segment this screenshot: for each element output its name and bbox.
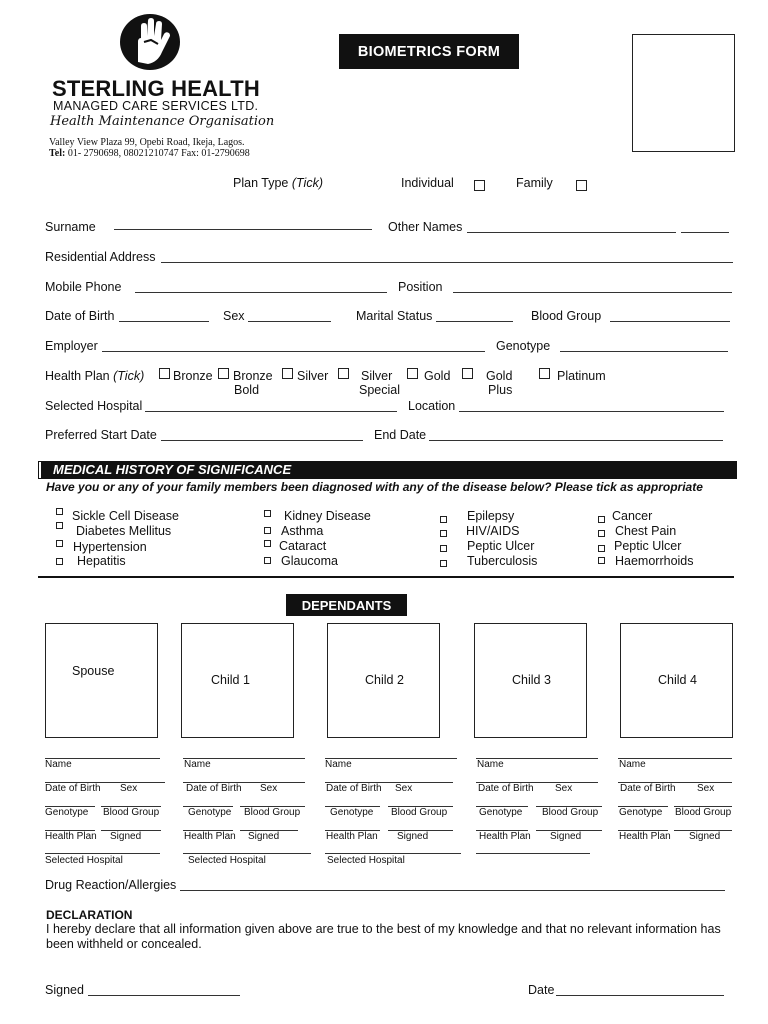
company-subtitle: MANAGED CARE SERVICES LTD.: [53, 99, 259, 113]
plan-family-checkbox[interactable]: [576, 180, 587, 191]
child-2-dob-label: Date of Birth: [326, 783, 382, 794]
tel-label: Tel:: [49, 148, 66, 159]
plan-gold-checkbox[interactable]: [407, 368, 418, 379]
plan-silver-label: Silver: [297, 369, 329, 383]
child-4-name-label: Name: [619, 759, 646, 770]
child-1-box-label: Child 1: [211, 673, 250, 687]
medical-history-title: MEDICAL HISTORY OF SIGNIFICANCE: [53, 462, 292, 477]
child-3-sex-label: Sex: [555, 783, 573, 794]
child-2-selected-hospital-label: Selected Hospital: [327, 855, 405, 866]
child-3-health-plan-label: Health Plan: [479, 831, 531, 842]
child-1-selected-hospital-label: Selected Hospital: [188, 855, 266, 866]
residential-address-label: Residential Address: [45, 250, 156, 264]
diabetes-checkbox[interactable]: [56, 522, 63, 529]
residential-address-field[interactable]: [161, 262, 733, 263]
peptic-ulcer-2-checkbox[interactable]: [598, 545, 605, 552]
child-1-sex-label: Sex: [260, 783, 278, 794]
sex-label: Sex: [223, 309, 245, 323]
passport-photo-box: [632, 34, 735, 152]
section-divider: [38, 576, 734, 578]
drug-reaction-label: Drug Reaction/Allergies: [45, 878, 177, 892]
plan-silver-checkbox[interactable]: [282, 368, 293, 379]
child-4-signed-label: Signed: [689, 831, 721, 842]
end-date-field[interactable]: [429, 440, 723, 441]
child-1-genotype-label: Genotype: [188, 807, 232, 818]
spouse-hospital-line[interactable]: [45, 853, 160, 854]
plan-individual-checkbox[interactable]: [474, 180, 485, 191]
plan-gold-plus-checkbox[interactable]: [462, 368, 473, 379]
blood-group-label: Blood Group: [531, 309, 602, 323]
spouse-box-label: Spouse: [72, 664, 115, 678]
end-date-label: End Date: [374, 428, 427, 442]
plan-bronze-label: Bronze: [173, 369, 213, 383]
child-3-blood-group-label: Blood Group: [542, 807, 599, 818]
mobile-phone-field[interactable]: [135, 292, 387, 293]
spouse-health-plan-label: Health Plan: [45, 831, 97, 842]
blood-group-field[interactable]: [610, 321, 730, 322]
sex-field[interactable]: [248, 321, 331, 322]
spouse-photo-box[interactable]: [45, 623, 158, 738]
haemorrhoids-checkbox[interactable]: [598, 557, 605, 564]
genotype-label: Genotype: [496, 339, 551, 353]
company-tagline: Health Maintenance Organisation: [50, 114, 275, 129]
asthma-checkbox[interactable]: [264, 527, 271, 534]
child-1-hospital-line[interactable]: [183, 853, 311, 854]
plan-gold-plus-label: Gold: [486, 369, 513, 383]
child-3-box-label: Child 3: [512, 673, 551, 687]
peptic-ulcer-checkbox[interactable]: [440, 545, 447, 552]
other-names-label: Other Names: [388, 220, 463, 234]
child-4-blood-group-label: Blood Group: [675, 807, 732, 818]
epilepsy-checkbox[interactable]: [440, 516, 447, 523]
kidney-disease-label: Kidney Disease: [284, 509, 371, 523]
plan-gold-plus-label-2: Plus: [488, 383, 513, 397]
cancer-label: Cancer: [612, 509, 653, 523]
peptic-ulcer-label: Peptic Ulcer: [467, 539, 535, 553]
section-marker: [39, 462, 41, 478]
declaration-date-label: Date: [528, 983, 555, 997]
marital-status-field[interactable]: [436, 321, 513, 322]
plan-platinum-checkbox[interactable]: [539, 368, 550, 379]
hiv-aids-checkbox[interactable]: [440, 530, 447, 537]
hepatitis-checkbox[interactable]: [56, 558, 63, 565]
child-1-signed-label: Signed: [248, 831, 280, 842]
child-2-box-label: Child 2: [365, 673, 404, 687]
health-plan-label: Health Plan (Tick): [45, 369, 145, 383]
child-4-sex-label: Sex: [697, 783, 715, 794]
sickle-cell-checkbox[interactable]: [56, 508, 63, 515]
plan-bronze-bold-label-2: Bold: [234, 383, 260, 397]
plan-gold-label: Gold: [424, 369, 451, 383]
child-2-genotype-label: Genotype: [330, 807, 374, 818]
plan-family-label: Family: [516, 176, 553, 190]
form-title: BIOMETRICS FORM: [339, 34, 519, 69]
plan-silver-special-label: Silver: [361, 369, 393, 383]
spouse-signed-label: Signed: [110, 831, 142, 842]
diabetes-label: Diabetes Mellitus: [76, 524, 172, 538]
marital-status-label: Marital Status: [356, 309, 433, 323]
employer-label: Employer: [45, 339, 98, 353]
plan-silver-special-checkbox[interactable]: [338, 368, 349, 379]
tuberculosis-checkbox[interactable]: [440, 560, 447, 567]
epilepsy-label: Epilepsy: [467, 509, 515, 523]
hypertension-checkbox[interactable]: [56, 540, 63, 547]
spouse-blood-group-label: Blood Group: [103, 807, 160, 818]
location-label: Location: [408, 399, 456, 413]
child-3-signed-label: Signed: [550, 831, 582, 842]
tel-numbers: 01- 2790698, 08021210747 Fax: 01-2790698: [67, 148, 250, 159]
declaration-text: I hereby declare that all information given above are true to the best of my knowledge and that no relevant information has been withheld or concealed.: [46, 922, 721, 951]
plan-type-label: Plan Type (Tick): [233, 176, 323, 190]
position-label: Position: [398, 280, 443, 294]
child-4-box-label: Child 4: [658, 673, 697, 687]
child-2-sex-label: Sex: [395, 783, 413, 794]
position-field[interactable]: [453, 292, 732, 293]
hiv-aids-label: HIV/AIDS: [466, 524, 520, 538]
hepatitis-label: Hepatitis: [77, 554, 126, 568]
other-names-field[interactable]: [467, 232, 676, 233]
preferred-start-date-field[interactable]: [161, 440, 363, 441]
genotype-field[interactable]: [560, 351, 728, 352]
child-3-hospital-line[interactable]: [476, 853, 590, 854]
kidney-disease-checkbox[interactable]: [264, 510, 271, 517]
spouse-name-label: Name: [45, 759, 72, 770]
location-field[interactable]: [459, 411, 724, 412]
surname-label: Surname: [45, 220, 96, 234]
child-1-dob-label: Date of Birth: [186, 783, 242, 794]
employer-field[interactable]: [102, 351, 485, 352]
child-4-dob-label: Date of Birth: [620, 783, 676, 794]
date-of-birth-field[interactable]: [119, 321, 209, 322]
declaration-title: DECLARATION: [46, 908, 133, 922]
plan-silver-special-label-2: Special: [359, 383, 400, 397]
declaration-signed-label: Signed: [45, 983, 84, 997]
company-telephone: [49, 148, 250, 159]
chest-pain-checkbox[interactable]: [598, 530, 605, 537]
child-2-signed-label: Signed: [397, 831, 429, 842]
surname-field[interactable]: [114, 229, 372, 230]
chest-pain-label: Chest Pain: [615, 524, 677, 538]
company-name: STERLING HEALTH: [52, 76, 260, 101]
hypertension-label: Hypertension: [73, 540, 147, 554]
plan-individual-label: Individual: [401, 176, 454, 190]
dependants-title: DEPENDANTS: [286, 594, 407, 616]
date-of-birth-label: Date of Birth: [45, 309, 115, 323]
tuberculosis-label: Tuberculosis: [467, 554, 538, 568]
spouse-genotype-label: Genotype: [45, 807, 89, 818]
declaration-date-field[interactable]: [556, 995, 724, 996]
company-address: Valley View Plaza 99, Opebi Road, Ikeja, Lagos.: [49, 137, 245, 148]
plan-bronze-bold-checkbox[interactable]: [218, 368, 229, 379]
child-2-hospital-line[interactable]: [325, 853, 461, 854]
spouse-selected-hospital-label: Selected Hospital: [45, 855, 123, 866]
cancer-checkbox[interactable]: [598, 516, 605, 523]
selected-hospital-field[interactable]: [145, 411, 397, 412]
child-1-health-plan-label: Health Plan: [184, 831, 236, 842]
spouse-sex-label: Sex: [120, 783, 138, 794]
preferred-start-date-label: Preferred Start Date: [45, 428, 157, 442]
glaucoma-checkbox[interactable]: [264, 557, 271, 564]
child-1-blood-group-label: Blood Group: [244, 807, 301, 818]
drug-reaction-field[interactable]: [180, 890, 725, 891]
plan-platinum-label: Platinum: [557, 369, 606, 383]
selected-hospital-label: Selected Hospital: [45, 399, 143, 413]
child-4-genotype-label: Genotype: [619, 807, 663, 818]
child-4-health-plan-label: Health Plan: [619, 831, 671, 842]
medical-history-question: Have you or any of your family members been diagnosed with any of the disease below? Please tick as appropriate: [46, 480, 703, 494]
health-plan-tick-note: (Tick): [113, 369, 145, 383]
spouse-dob-label: Date of Birth: [45, 783, 101, 794]
cataract-label: Cataract: [279, 539, 327, 553]
asthma-label: Asthma: [281, 524, 324, 538]
child-1-name-label: Name: [184, 759, 211, 770]
child-2-name-label: Name: [325, 759, 352, 770]
child-2-blood-group-label: Blood Group: [391, 807, 448, 818]
child-3-name-label: Name: [477, 759, 504, 770]
sickle-cell-label: Sickle Cell Disease: [72, 509, 179, 523]
declaration-signature-field[interactable]: [88, 995, 240, 996]
cataract-checkbox[interactable]: [264, 540, 271, 547]
plan-type-tick-note: (Tick): [291, 176, 323, 190]
company-logo: [118, 12, 182, 72]
child-2-health-plan-label: Health Plan: [326, 831, 378, 842]
child-3-dob-label: Date of Birth: [478, 783, 534, 794]
plan-bronze-bold-label: Bronze: [233, 369, 273, 383]
haemorrhoids-label: Haemorrhoids: [615, 554, 694, 568]
peptic-ulcer-2-label: Peptic Ulcer: [614, 539, 682, 553]
glaucoma-label: Glaucoma: [281, 554, 338, 568]
other-names-field-2[interactable]: [681, 232, 729, 233]
plan-bronze-checkbox[interactable]: [159, 368, 170, 379]
mobile-phone-label: Mobile Phone: [45, 280, 122, 294]
child-3-genotype-label: Genotype: [479, 807, 523, 818]
